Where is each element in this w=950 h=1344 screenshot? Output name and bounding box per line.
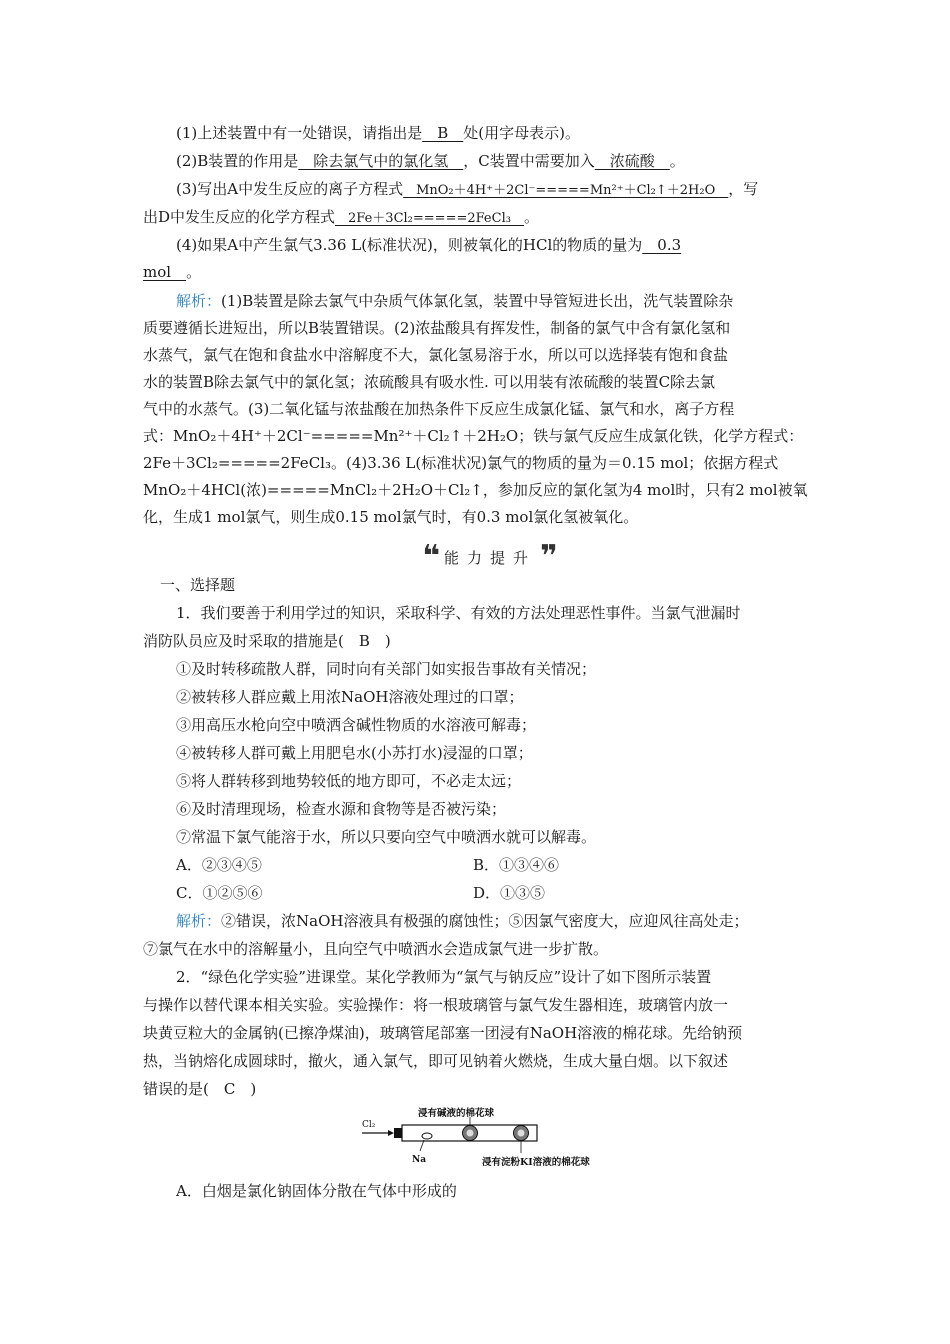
analysis-line-5: 气中的水蒸气。(3)二氧化锰与浓盐酸在加热条件下反应生成氯化锰、氯气和水，离子方程 — [143, 400, 735, 418]
alkali-cotton-ball-core — [467, 1130, 474, 1137]
p1-item-7: ⑦常温下氯气能溶于水，所以只要向空气中喷洒水就可以解毒。 — [176, 828, 597, 846]
q1-text: (1)上述装置中有一处错误，请指出是 — [176, 124, 423, 142]
q3-text: (3)写出A中发生反应的离子方程式 — [176, 180, 404, 198]
analysis-line-2: 质要遵循长进短出，所以B装置错误。(2)浓盐酸具有挥发性，制备的氯气中含有氯化氢和 — [143, 319, 731, 337]
analysis-line-7: 2Fe＋3Cl₂=====2FeCl₃。(4)3.36 L(标准状况)氯气的物质的量为＝0.15 mol；依据方程式 — [143, 454, 779, 472]
section-heading — [420, 539, 560, 574]
ki-cotton-ball-core — [518, 1130, 525, 1137]
q4-text-end: 。 — [186, 263, 202, 281]
p2-stem-line-1: 2．“绿色化学实验”进课堂。某化学教师为“氯气与钠反应”设计了如下图所示装置 — [176, 968, 712, 986]
p2-stem-line-2: 与操作以替代课本相关实验。实验操作：将一根玻璃管与氯气发生器相连，玻璃管内放一 — [143, 996, 729, 1014]
q3-ionic-equation: MnO₂＋4H⁺＋2Cl⁻=====Mn²⁺＋Cl₂↑＋2H₂O — [403, 183, 729, 198]
q4-answer-a: 0.3 — [642, 236, 682, 254]
question-3-line-1 — [176, 179, 808, 201]
p1-analysis-line-2: ⑦氯气在水中的溶解量小，且向空气中喷洒水会造成氯气进一步扩散。 — [143, 940, 609, 958]
p2-stem-line-4: 热，当钠熔化成圆球时，撤火，通入氯气，即可见钠着火燃烧，生成大量白烟。以下叙述 — [143, 1052, 729, 1070]
stopper — [394, 1128, 402, 1138]
gas-arrow-head — [388, 1130, 394, 1136]
na-label: Na — [412, 1155, 427, 1165]
cl2-label: Cl₂ — [362, 1120, 376, 1130]
question-2 — [176, 151, 808, 171]
na-pointer — [420, 1140, 424, 1151]
p1-analysis-text: ②错误，浓NaOH溶液具有极强的腐蚀性；⑤因氯气密度大，应迎风往高处走； — [221, 912, 749, 930]
p1-option-b: B．①③④⑥ — [473, 856, 560, 874]
p1-item-3: ③用高压水枪向空中喷洒含碱性物质的水溶液可解毒； — [176, 716, 537, 734]
analysis-line-6: 式：MnO₂＋4H⁺＋2Cl⁻=====Mn²⁺＋Cl₂↑＋2H₂O；铁与氯气反应生成氯化铁，化学方程式： — [143, 427, 804, 445]
q3-line2-text: 出D中发生反应的化学方程式 — [143, 208, 336, 226]
p1-item-5: ⑤将人群转移到地势较低的地方即可，不必走太远； — [176, 772, 522, 790]
section-title: 能力提升 — [443, 548, 536, 567]
q4-text: (4)如果A中产生氯气3.36 L(标准状况)，则被氧化的HCl的物质的量为 — [176, 236, 643, 254]
q3-text-end: ，写 — [728, 180, 759, 198]
question-1 — [176, 123, 808, 143]
analysis-line-4: 水的装置B除去氯气中的氯化氢；浓硫酸具有吸水性. 可以用装有浓硫酸的装置C除去氯 — [143, 373, 716, 391]
apparatus-figure — [360, 1107, 600, 1169]
analysis-text: (1)B装置是除去氯气中杂质气体氯化氢，装置中导管短进长出，洗气装置除杂 — [221, 292, 734, 310]
p1-item-1: ①及时转移疏散人群，同时向有关部门如实报告事故有关情况； — [176, 660, 597, 678]
p1-option-c: C．①②⑤⑥ — [176, 884, 263, 902]
p1-stem-line-2: 消防队员应及时采取的措施是( B ) — [143, 632, 391, 650]
p1-item-2: ②被转移人群应戴上用浓NaOH溶液处理过的口罩； — [176, 688, 524, 706]
analysis-line-9: 化，生成1 mol氯气，则生成0.15 mol氯气时，有0.3 mol氯化氢被氧化。 — [143, 508, 639, 526]
close-quote-icon: ❞ — [540, 539, 558, 574]
sodium-pellet — [422, 1133, 432, 1139]
open-quote-icon: ❝ — [422, 539, 440, 574]
q2-text-end: 。 — [669, 152, 685, 170]
q2-answer-2: 浓硫酸 — [594, 152, 670, 170]
q1-text-end: 处(用字母表示)。 — [463, 124, 580, 142]
p1-item-6: ⑥及时清理现场，检查水源和食物等是否被污染； — [176, 800, 507, 818]
question-4-line-1 — [176, 235, 808, 255]
analysis-line-1 — [176, 291, 808, 311]
question-4-line-2 — [143, 262, 808, 282]
question-3-line-2 — [143, 207, 808, 229]
p1-stem-line-1: 1．我们要善于利用学过的知识，采取科学、有效的方法处理恶性事件。当氯气泄漏时 — [176, 604, 741, 622]
analysis-line-8: MnO₂＋4HCl(浓)=====MnCl₂＋2H₂O＋Cl₂↑，参加反应的氯化氢为4 mol时，只有2 mol被氧 — [143, 481, 808, 499]
p1-analysis-label: 解析： — [176, 912, 222, 930]
q4-answer-b: mol — [143, 263, 187, 281]
p1-option-a: A．②③④⑤ — [176, 856, 262, 874]
q2-text: (2)B装置的作用是 — [176, 152, 299, 170]
p1-item-4: ④被转移人群可戴上用肥皂水(小苏打水)浸湿的口罩； — [176, 744, 533, 762]
p1-option-d: D．①③⑤ — [473, 884, 546, 902]
p2-option-a: A．白烟是氯化钠固体分散在气体中形成的 — [176, 1182, 457, 1200]
q2-text-mid: ，C装置中需要加入 — [463, 152, 595, 170]
q2-answer-1: 除去氯气中的氯化氢 — [298, 152, 464, 170]
analysis-line-3: 水蒸气，氯气在饱和食盐水中溶解度不大，氯化氢易溶于水，所以可以选择装有饱和食盐 — [143, 346, 729, 364]
p1-analysis-line-1 — [176, 911, 808, 931]
bottom-label: 浸有淀粉KI溶液的棉花球 — [482, 1157, 590, 1168]
part-heading: 一、选择题 — [160, 576, 236, 594]
top-label: 浸有碱液的棉花球 — [418, 1108, 495, 1119]
p2-stem-line-3: 块黄豆粒大的金属钠(已擦净煤油)，玻璃管尾部塞一团浸有NaOH溶液的棉花球。先给钠预 — [143, 1024, 743, 1042]
q1-answer: B — [422, 124, 464, 142]
p2-stem-line-5: 错误的是( C ) — [143, 1080, 257, 1098]
analysis-label: 解析： — [176, 292, 222, 310]
q3-line2-end: 。 — [523, 208, 539, 226]
q3-chemical-equation: 2Fe＋3Cl₂=====2FeCl₃ — [335, 211, 524, 226]
